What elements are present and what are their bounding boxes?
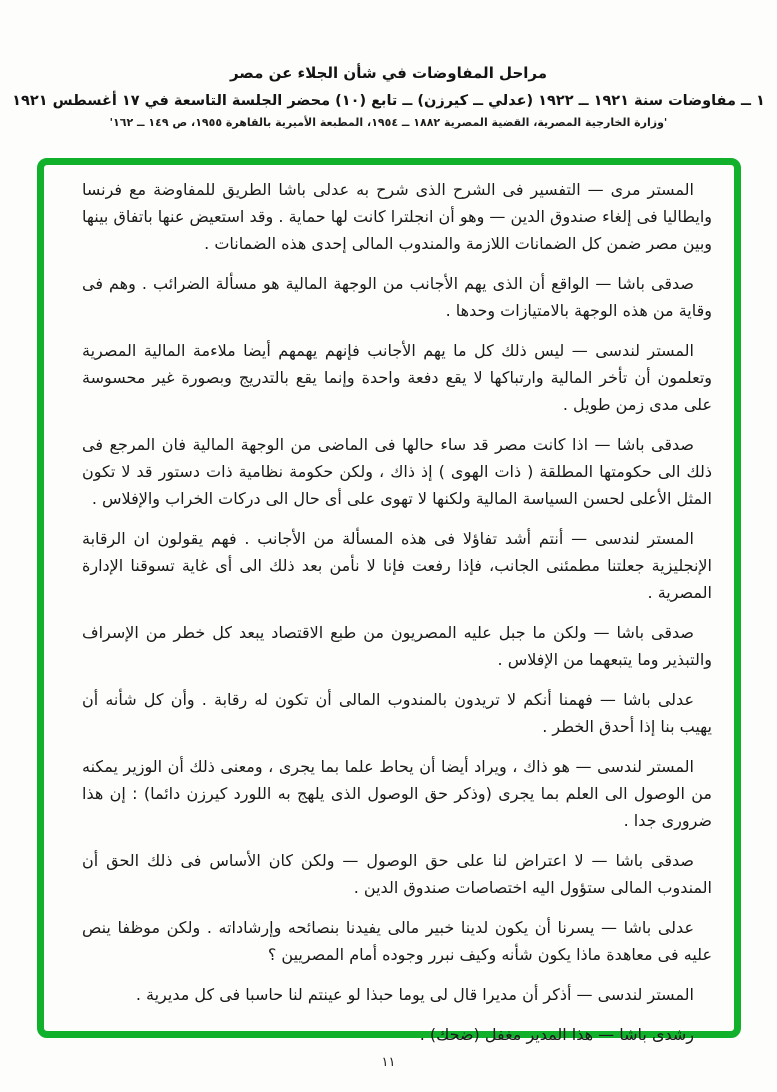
dialogue-paragraph: المستر مرى — التفسير فى الشرح الذى شرح به عدلى باشا الطريق للمفاوضة مع فرنسا وايطاليا فى إلغاء صندوق الدين — وهو أن انجلترا كانت لها حماية . وقد استعيض عنها باتفاق بينها وبين مصر ضمن كل الضمانات اللازمة والمندوب المالى إحدى هذه الضمانات . xyxy=(82,180,712,253)
speaker-name: صدقى باشا xyxy=(617,274,694,293)
speaker-name: المستر لندسى xyxy=(597,757,695,776)
document-footer xyxy=(0,1055,777,1070)
dialogue-paragraph: صدقى باشا — ولكن ما جبل عليه المصريون من طبع الاقتصاد يبعد كل خطر من الإسراف والتبذير وما يتبعهما من الإفلاس . xyxy=(82,623,712,669)
dialogue-paragraph: المستر لندسى — أنتم أشد تفاؤلا فى هذه المسألة من الأجانب . فهم يقولون ان الرقابة الإنجليزية جعلتنا مطمئنى الجانب، فإذا رفعت فإنا لا نأمن بعد ذلك الى أى غاية تسوقنا الإدارة المصرية . xyxy=(82,529,712,602)
page-title: مراحل المفاوضات في شأن الجلاء عن مصر xyxy=(229,64,548,82)
speaker-name: المستر لندسى xyxy=(594,529,694,548)
dialogue-paragraph: المستر لندسى — ليس ذلك كل ما يهم الأجانب فإنهم يهمهم أيضا ملاءمة المالية المصرية وتعلمون أن تأخر المالية وارتباكها لا يقع دفعة واحدة وإنما يقع بالتدريج وبصورة غير محسوسة على مدى زمن طويل . xyxy=(82,341,712,414)
section-heading: ١ ــ مفاوضات سنة ١٩٢١ ــ ١٩٢٢ (عدلي ــ كيرزن) ــ تابع (١٠) محضر الجلسة التاسعة في ١٧ أغسطس ١٩٢١ xyxy=(12,93,765,109)
dialogue-paragraph: صدقى باشا — لا اعتراض لنا على حق الوصول — ولكن كان الأساس فى ذلك الحق أن المندوب المالى ستؤول اليه اختصاصات صندوق الدين . xyxy=(82,851,712,897)
source-citation: 'وزارة الخارجية المصرية، القضية المصرية ١٨٨٢ ــ ١٩٥٤، المطبعة الأميرية بالقاهرة ١٩٥٥، ص ١٤٩ ــ ١٦٢' xyxy=(109,116,668,129)
speaker-name: المستر مرى xyxy=(610,180,694,199)
dialogue-paragraph: صدقى باشا — اذا كانت مصر قد ساء حالها فى الماضى من الوجهة المالية فان المرجع فى ذلك الى حكومتها المطلقة ( ذات الهوى ) إذ ذاك ، ولكن حكومة نظامية ذات دستور قد لا تكون المثل الأعلى لحسن السياسة المالية ولكنها لا تهوى على أى حال الى دركات الخراب والإفلاس . xyxy=(82,435,712,508)
document-header xyxy=(0,62,777,129)
dialogue-paragraph: المستر لندسى — أذكر أن مديرا قال لى يوما حبذا لو عينتم لنا حاسبا فى كل مديرية . xyxy=(135,985,694,1004)
speaker-name: رشدى باشا xyxy=(619,1025,694,1044)
speaker-name: المستر لندسى xyxy=(597,985,694,1004)
dialogue-paragraph: صدقى باشا — الواقع أن الذى يهم الأجانب من الوجهة المالية هو مسألة الضرائب . وهم فى وقاية من هذه الوجهة بالامتيازات وحدها . xyxy=(82,274,712,320)
speaker-name: المستر لندسى xyxy=(595,341,694,360)
speaker-name: عدلى باشا xyxy=(623,690,694,709)
page-number: ١١ xyxy=(381,1055,396,1070)
dialogue-transcript xyxy=(82,176,712,1048)
dialogue-paragraph: رشدى باشا — هذا المدير مغفل (ضحك) . xyxy=(419,1025,694,1044)
speaker-name: صدقى باشا xyxy=(615,851,694,870)
highlight-annotation-box xyxy=(37,158,741,1044)
dialogue-paragraph: عدلى باشا — فهمنا أنكم لا تريدون بالمندوب المالى أن تكون له رقابة . وأن كل شأنه أن يهيب بنا إذا أحدق الخطر . xyxy=(82,690,712,736)
speaker-name: صدقى باشا xyxy=(616,435,694,454)
speaker-name: صدقى باشا xyxy=(616,623,694,642)
speaker-name: عدلى باشا xyxy=(623,918,694,937)
dialogue-paragraph: المستر لندسى — هو ذاك ، ويراد أيضا أن يحاط علما بما يجرى ، ومعنى ذلك أن الوزير يمكنه من الوصول الى العلم بما يجرى (وذكر حق الوصول الذى يلهج به اللورد كيرزن دائما) : إن هذا ضرورى جدا . xyxy=(82,757,712,830)
dialogue-paragraph: عدلى باشا — يسرنا أن يكون لدينا خبير مالى يفيدنا بنصائحه وإرشاداته . ولكن موظفا ينص عليه فى معاهدة ماذا يكون شأنه وكيف نبرر وجوده أمام المصريين ؟ xyxy=(82,918,712,964)
